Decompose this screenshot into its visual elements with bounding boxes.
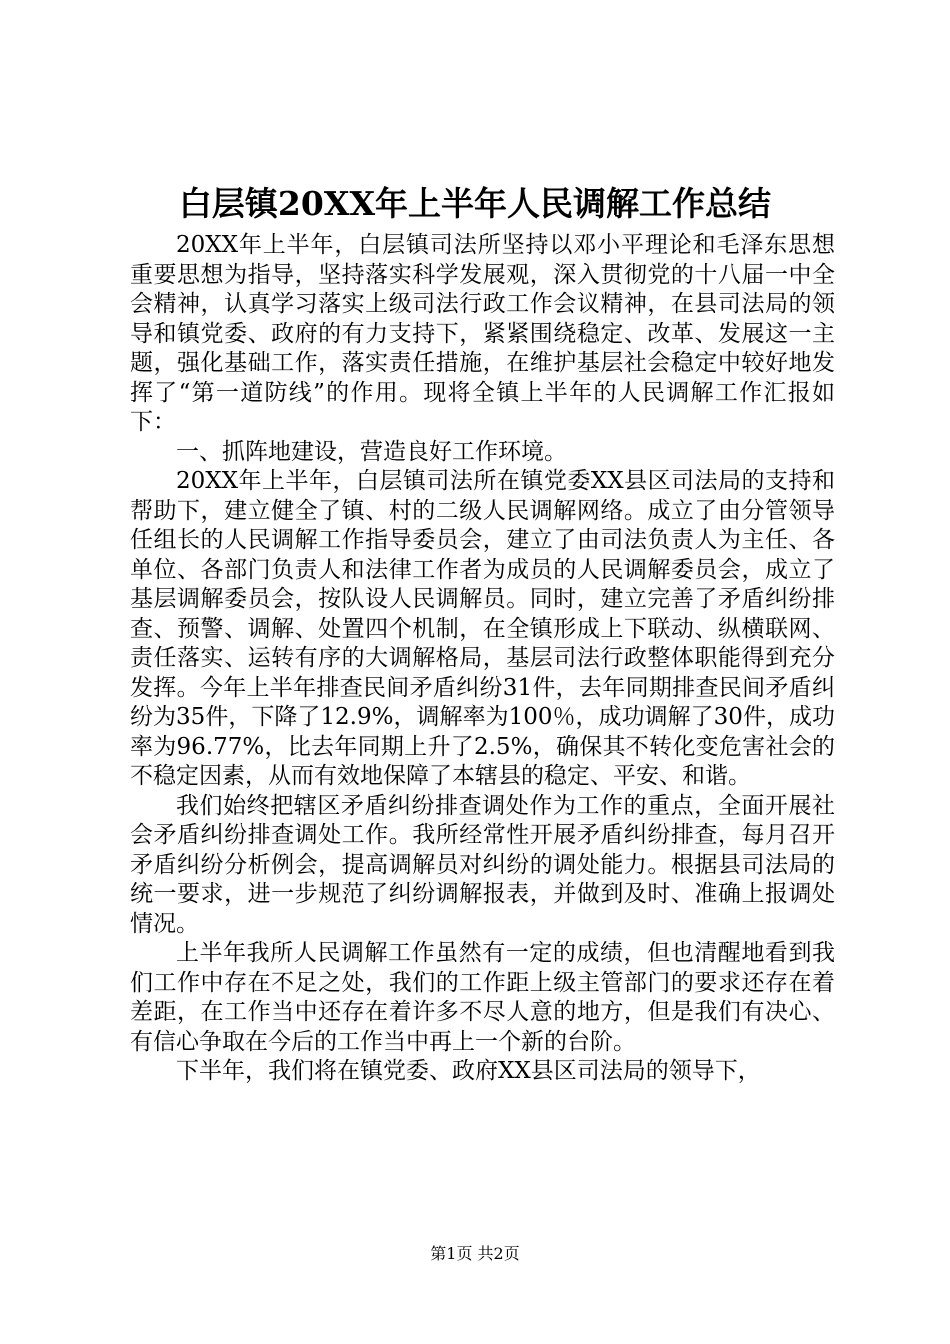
document-title: 白层镇20XX年上半年人民调解工作总结 (178, 184, 772, 223)
paragraph-intro: 20XX年上半年，白层镇司法所坚持以邓小平理论和毛泽东思想重要思想为指导，坚持落实科学发展观，深入贯彻党的十八届一中全会精神，认真学习落实上级司法行政工作会议精神，在县司法局的领导和镇党委、政府的有力支持下，紧紧围绕稳定、改革、发展这一主题，强化基础工作，落实责任措施，在维护基层社会稳定中较好地发挥了“第一道防线”的作用。现将全镇上半年的人民调解工作汇报如下： (130, 232, 835, 435)
paragraph-network-building: 20XX年上半年，白层镇司法所在镇党委XX县区司法局的支持和帮助下，建立健全了镇、村的二级人民调解网络。成立了由分管领导任组长的人民调解工作指导委员会，建立了由司法负责人为主任、各单位、各部门负责人和法律工作者为成员的人民调解委员会，成立了基层调解委员会，按队设人民调解员。同时，建立完善了矛盾纠纷排查、预警、调解、处置四个机制，在全镇形成上下联动、纵横联网、责任落实、运转有序的大调解格局，基层司法行政整体职能得到充分发挥。今年上半年排查民间矛盾纠纷31件，去年同期排查民间矛盾纠纷为35件，下降了12.9%，调解率为100％，成功调解了30件，成功率为96.77%，比去年同期上升了2.5%，确保其不转化变危害社会的不稳定因素，从而有效地保障了本辖县的稳定、平安、和谐。 (130, 468, 835, 789)
document-body (130, 231, 835, 1087)
paragraph-shortcomings: 上半年我所人民调解工作虽然有一定的成绩，但也清醒地看到我们工作中存在不足之处，我们的工作距上级主管部门的要求还存在着差距，在工作当中还存在着许多不尽人意的地方，但是我们有决心、有信心争取在今后的工作当中再上一个新的台阶。 (130, 940, 835, 1055)
paragraph-second-half: 下半年，我们将在镇党委、政府XX县区司法局的领导下， (176, 1058, 761, 1084)
page-number-footer: 第1页 共2页 (430, 1244, 520, 1263)
paragraph-section-heading: 一、抓阵地建设，营造良好工作环境。 (176, 438, 567, 465)
paragraph-dispute-investigation: 我们始终把辖区矛盾纠纷排查调处作为工作的重点，全面开展社会矛盾纠纷排查调处工作。我所经常性开展矛盾纠纷排查，每月召开矛盾纠纷分析例会，提高调解员对纠纷的调处能力。根据县司法局的统一要求，进一步规范了纠纷调解报表，并做到及时、准确上报调处情况。 (130, 792, 835, 937)
